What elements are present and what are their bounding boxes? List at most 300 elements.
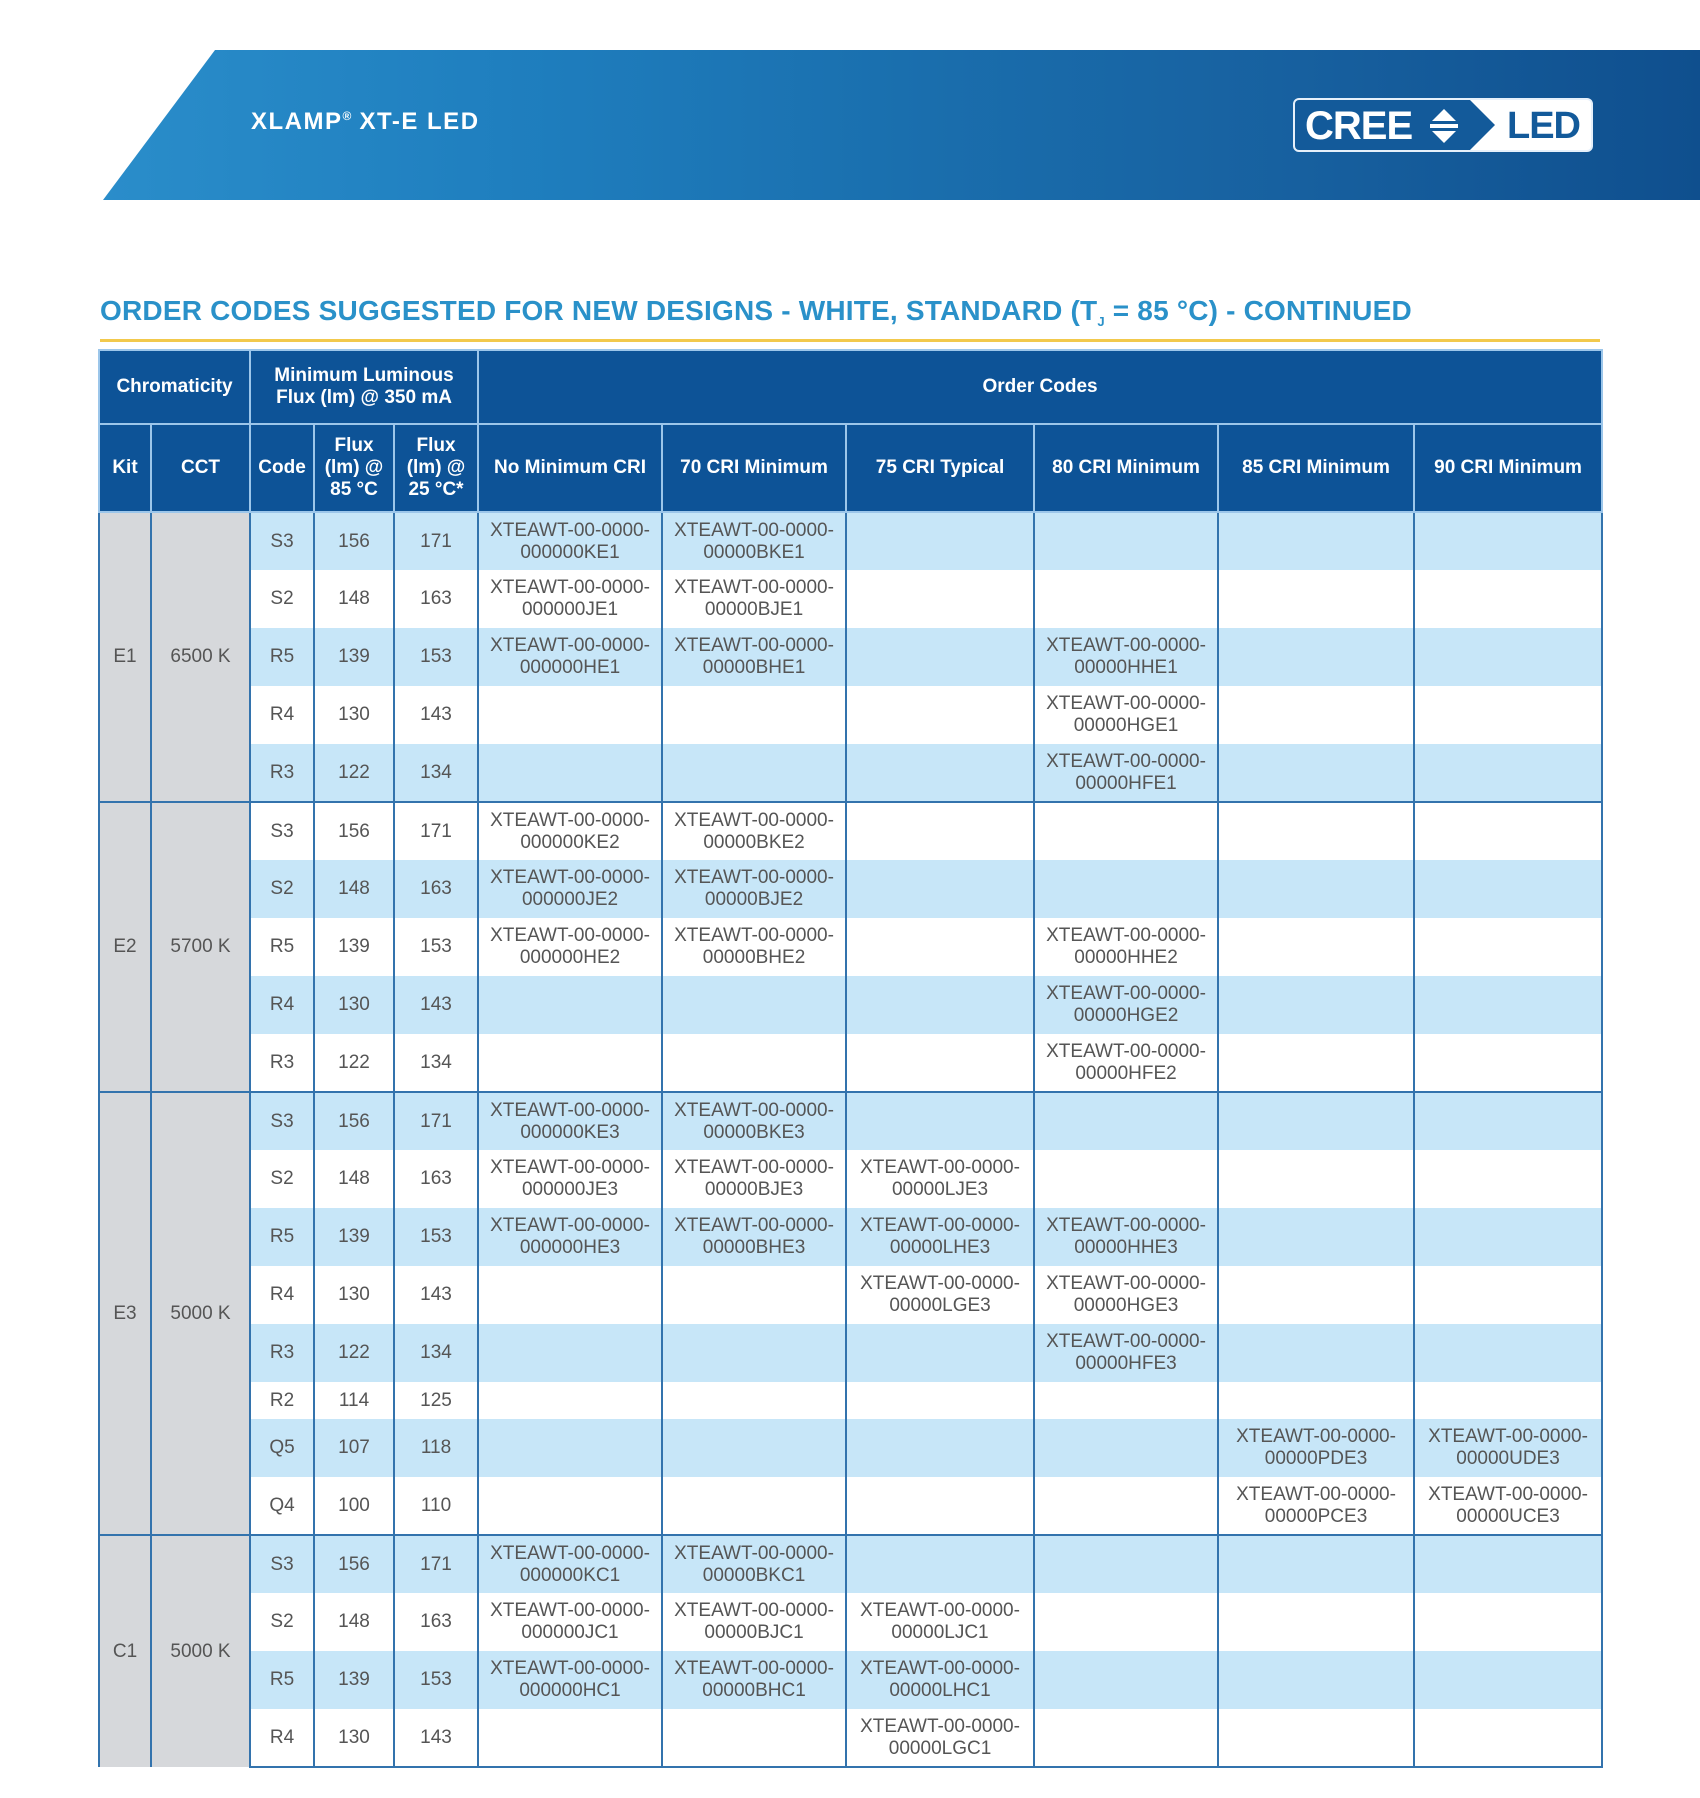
order-code-cell xyxy=(1218,686,1414,744)
flux-25c-cell: 163 xyxy=(394,570,478,628)
table-row xyxy=(99,1651,1602,1709)
column-header-code: Code xyxy=(250,424,314,512)
flux-code-cell: R4 xyxy=(250,686,314,744)
order-code-cell xyxy=(846,744,1034,802)
flux-code-cell: R4 xyxy=(250,1709,314,1767)
order-code-cell xyxy=(1218,1382,1414,1419)
order-code-prefix: XTEAWT-00-0000- xyxy=(1428,1483,1588,1505)
flux-85c-cell: 122 xyxy=(314,744,394,802)
logo-brand-text: CREE xyxy=(1305,104,1413,148)
order-code-cell xyxy=(478,1709,662,1767)
order-code-cell xyxy=(1414,1535,1602,1593)
order-code-cell xyxy=(1414,1208,1602,1266)
order-code-cell xyxy=(1414,1150,1602,1208)
kit-cell: C1 xyxy=(99,1535,151,1767)
order-code-prefix: XTEAWT-00-0000- xyxy=(490,925,650,946)
flux-85c-cell: 130 xyxy=(314,976,394,1034)
order-code-cell xyxy=(1414,512,1602,570)
order-code-suffix: 00000HFE2 xyxy=(1075,1062,1177,1084)
table-row xyxy=(99,512,1602,570)
order-code-suffix: 000000JE1 xyxy=(521,599,619,620)
order-code-prefix: XTEAWT-00-0000- xyxy=(674,809,834,831)
order-code-cell xyxy=(662,1477,846,1535)
order-code-cell xyxy=(1218,860,1414,918)
table-row xyxy=(99,1593,1602,1651)
order-code-cell xyxy=(662,1593,846,1651)
flux-85c-cell: 122 xyxy=(314,1324,394,1382)
table-row xyxy=(99,744,1602,802)
order-code-cell xyxy=(478,1477,662,1535)
flux-25c-cell: 171 xyxy=(394,802,478,860)
order-code-suffix: 00000BKC1 xyxy=(702,1564,806,1586)
order-code-cell xyxy=(1034,918,1218,976)
column-header-flux-25c: Flux (lm) @ 25 °C* xyxy=(394,424,478,512)
order-code-prefix: XTEAWT-00-0000- xyxy=(674,1215,834,1236)
order-code-cell xyxy=(1218,1208,1414,1266)
order-code-suffix: 000000KE2 xyxy=(520,831,620,853)
order-code-cell xyxy=(846,1419,1034,1477)
order-code-prefix: XTEAWT-00-0000- xyxy=(674,1542,834,1564)
cree-led-logo xyxy=(1293,98,1593,152)
flux-code-cell: S2 xyxy=(250,570,314,628)
order-code-cell xyxy=(1414,1382,1602,1419)
order-codes-table xyxy=(98,349,1603,1768)
order-code-cell xyxy=(1034,570,1218,628)
column-header-70-cri: 70 CRI Minimum xyxy=(662,424,846,512)
order-code-prefix: XTEAWT-00-0000- xyxy=(674,1157,834,1178)
order-code-cell xyxy=(1034,1593,1218,1651)
order-code-cell xyxy=(1218,744,1414,802)
table-row xyxy=(99,1382,1602,1419)
flux-code-cell: R5 xyxy=(250,1651,314,1709)
order-code-cell xyxy=(662,1034,846,1092)
table-row xyxy=(99,1324,1602,1382)
order-code-prefix: XTEAWT-00-0000- xyxy=(490,519,650,541)
flux-code-cell: R4 xyxy=(250,1266,314,1324)
order-code-cell xyxy=(662,1535,846,1593)
order-code-cell xyxy=(662,860,846,918)
cct-cell: 5000 K xyxy=(151,1535,250,1767)
order-code-cell xyxy=(478,1535,662,1593)
order-code-cell xyxy=(478,976,662,1034)
order-code-cell xyxy=(1218,1535,1414,1593)
table-body xyxy=(99,512,1602,1767)
order-code-suffix: 000000KE3 xyxy=(520,1121,620,1143)
flux-25c-cell: 143 xyxy=(394,976,478,1034)
order-code-cell xyxy=(1034,512,1218,570)
table-row xyxy=(99,1150,1602,1208)
order-code-cell xyxy=(662,1709,846,1767)
order-code-cell xyxy=(1218,1092,1414,1150)
order-code-cell xyxy=(478,1150,662,1208)
flux-25c-cell: 163 xyxy=(394,1593,478,1651)
order-code-cell xyxy=(662,918,846,976)
flux-code-cell: S3 xyxy=(250,802,314,860)
kit-cell: E1 xyxy=(99,512,151,802)
order-code-cell xyxy=(846,1382,1034,1419)
flux-85c-cell: 148 xyxy=(314,1593,394,1651)
flux-25c-cell: 171 xyxy=(394,512,478,570)
title-underline xyxy=(100,339,1600,342)
flux-85c-cell: 156 xyxy=(314,802,394,860)
order-code-cell xyxy=(1414,976,1602,1034)
order-code-suffix: 00000HHE1 xyxy=(1074,657,1178,678)
order-code-cell xyxy=(1218,1651,1414,1709)
order-code-prefix: XTEAWT-00-0000- xyxy=(1046,635,1206,656)
order-code-cell xyxy=(662,512,846,570)
table-row xyxy=(99,1208,1602,1266)
order-code-cell xyxy=(478,1593,662,1651)
order-code-cell xyxy=(1034,1382,1218,1419)
order-code-cell xyxy=(846,570,1034,628)
flux-85c-cell: 122 xyxy=(314,1034,394,1092)
flux-25c-cell: 171 xyxy=(394,1535,478,1593)
flux-25c-cell: 134 xyxy=(394,1324,478,1382)
order-code-prefix: XTEAWT-00-0000- xyxy=(1046,1040,1206,1062)
order-code-cell xyxy=(846,802,1034,860)
order-code-cell xyxy=(478,1324,662,1382)
order-code-cell xyxy=(846,686,1034,744)
cct-cell: 5700 K xyxy=(151,802,250,1092)
order-code-suffix: 00000PCE3 xyxy=(1264,1505,1368,1527)
order-code-suffix: 00000LGC1 xyxy=(888,1737,992,1759)
order-code-prefix: XTEAWT-00-0000- xyxy=(1046,1331,1206,1352)
order-code-cell xyxy=(1218,570,1414,628)
order-code-cell xyxy=(1414,802,1602,860)
column-header-flux-85c: Flux (lm) @ 85 °C xyxy=(314,424,394,512)
order-code-cell xyxy=(1218,1709,1414,1767)
header-min-flux: Minimum Luminous Flux (lm) @ 350 mA xyxy=(250,350,478,424)
order-code-suffix: 00000LHE3 xyxy=(889,1237,991,1258)
order-code-prefix: XTEAWT-00-0000- xyxy=(674,1658,834,1679)
flux-code-cell: R3 xyxy=(250,1324,314,1382)
order-code-prefix: XTEAWT-00-0000- xyxy=(860,1600,1020,1621)
kit-cell: E2 xyxy=(99,802,151,1092)
order-code-suffix: 00000BHE2 xyxy=(702,947,806,968)
order-code-cell xyxy=(478,1034,662,1092)
order-code-prefix: XTEAWT-00-0000- xyxy=(490,577,650,598)
order-code-cell xyxy=(1218,1034,1414,1092)
flux-code-cell: R5 xyxy=(250,628,314,686)
order-code-cell xyxy=(478,570,662,628)
order-code-cell xyxy=(662,686,846,744)
table-row xyxy=(99,1477,1602,1535)
flux-code-cell: S3 xyxy=(250,512,314,570)
flux-25c-cell: 110 xyxy=(394,1477,478,1535)
order-code-suffix: 00000BKE3 xyxy=(703,1121,805,1143)
flux-25c-cell: 125 xyxy=(394,1382,478,1419)
order-code-suffix: 000000HE1 xyxy=(519,657,621,678)
order-code-prefix: XTEAWT-00-0000- xyxy=(1046,1273,1206,1294)
flux-85c-cell: 107 xyxy=(314,1419,394,1477)
flux-code-cell: S3 xyxy=(250,1535,314,1593)
order-code-suffix: 00000BJE3 xyxy=(704,1179,804,1200)
order-code-cell xyxy=(1034,802,1218,860)
flux-code-cell: S2 xyxy=(250,860,314,918)
column-header-no-min-cri: No Minimum CRI xyxy=(478,424,662,512)
order-code-prefix: XTEAWT-00-0000- xyxy=(1236,1483,1396,1505)
order-code-prefix: XTEAWT-00-0000- xyxy=(674,519,834,541)
order-code-cell xyxy=(478,1419,662,1477)
flux-85c-cell: 139 xyxy=(314,918,394,976)
order-code-suffix: 000000HE2 xyxy=(519,947,621,968)
flux-25c-cell: 163 xyxy=(394,1150,478,1208)
order-code-cell xyxy=(662,570,846,628)
order-code-suffix: 00000HHE2 xyxy=(1074,947,1178,968)
order-code-cell xyxy=(478,860,662,918)
order-code-suffix: 00000HHE3 xyxy=(1074,1237,1178,1258)
order-code-suffix: 00000BHC1 xyxy=(702,1680,806,1701)
flux-code-cell: R3 xyxy=(250,744,314,802)
section-title: ORDER CODES SUGGESTED FOR NEW DESIGNS - WHITE, STANDARD ($T_J = 85$ °C) - CONTINUED xyxy=(100,295,1412,329)
flux-85c-cell: 130 xyxy=(314,1266,394,1324)
order-code-prefix: XTEAWT-00-0000- xyxy=(860,1273,1020,1294)
order-code-prefix: XTEAWT-00-0000- xyxy=(490,809,650,831)
order-code-cell xyxy=(846,976,1034,1034)
flux-85c-cell: 156 xyxy=(314,512,394,570)
flux-25c-cell: 143 xyxy=(394,686,478,744)
table-row xyxy=(99,802,1602,860)
order-code-cell xyxy=(662,1324,846,1382)
order-code-suffix: 00000HGE3 xyxy=(1073,1295,1179,1316)
order-code-cell xyxy=(846,1266,1034,1324)
order-code-suffix: 00000BJC1 xyxy=(704,1622,804,1643)
flux-85c-cell: 130 xyxy=(314,1709,394,1767)
order-code-suffix: 00000BJE1 xyxy=(704,599,804,620)
order-code-prefix: XTEAWT-00-0000- xyxy=(674,867,834,888)
order-code-suffix: 00000BHE1 xyxy=(702,657,806,678)
order-code-cell xyxy=(1034,976,1218,1034)
cree-arrows-icon xyxy=(1427,108,1461,144)
order-code-cell xyxy=(662,802,846,860)
flux-code-cell: S2 xyxy=(250,1150,314,1208)
column-header-cct: CCT xyxy=(151,424,250,512)
order-code-cell xyxy=(1034,686,1218,744)
flux-code-cell: R3 xyxy=(250,1034,314,1092)
order-code-cell xyxy=(1034,628,1218,686)
order-code-cell xyxy=(662,628,846,686)
flux-25c-cell: 163 xyxy=(394,860,478,918)
order-code-prefix: XTEAWT-00-0000- xyxy=(674,577,834,598)
order-code-cell xyxy=(478,918,662,976)
order-code-cell xyxy=(1218,1150,1414,1208)
order-code-cell xyxy=(1034,1208,1218,1266)
order-code-cell xyxy=(662,1208,846,1266)
product-title: XLAMP® XT-E LED xyxy=(251,108,480,135)
order-code-cell xyxy=(1414,628,1602,686)
order-code-prefix: XTEAWT-00-0000- xyxy=(674,1099,834,1121)
order-code-prefix: XTEAWT-00-0000- xyxy=(1428,1426,1588,1447)
table-row xyxy=(99,1034,1602,1092)
order-code-prefix: XTEAWT-00-0000- xyxy=(860,1715,1020,1737)
column-header-75-cri: 75 CRI Typical xyxy=(846,424,1034,512)
order-code-suffix: 00000BHE3 xyxy=(702,1237,806,1258)
order-code-cell xyxy=(1414,1266,1602,1324)
order-code-cell xyxy=(846,1150,1034,1208)
order-code-cell xyxy=(1414,744,1602,802)
flux-code-cell: S2 xyxy=(250,1593,314,1651)
registered-mark: ® xyxy=(342,109,352,123)
table-row xyxy=(99,860,1602,918)
flux-85c-cell: 148 xyxy=(314,1150,394,1208)
flux-85c-cell: 148 xyxy=(314,570,394,628)
order-code-cell xyxy=(662,744,846,802)
flux-25c-cell: 153 xyxy=(394,1208,478,1266)
order-code-suffix: 000000JE2 xyxy=(521,889,619,910)
order-code-cell xyxy=(662,976,846,1034)
order-code-suffix: 00000BJE2 xyxy=(704,889,804,910)
order-code-cell xyxy=(1034,1324,1218,1382)
order-code-prefix: XTEAWT-00-0000- xyxy=(860,1658,1020,1679)
order-code-cell xyxy=(662,1419,846,1477)
flux-25c-cell: 153 xyxy=(394,628,478,686)
table-row xyxy=(99,1266,1602,1324)
flux-85c-cell: 139 xyxy=(314,628,394,686)
order-code-prefix: XTEAWT-00-0000- xyxy=(490,1099,650,1121)
table-row xyxy=(99,570,1602,628)
table-row xyxy=(99,628,1602,686)
table-row xyxy=(99,686,1602,744)
flux-25c-cell: 134 xyxy=(394,744,478,802)
order-code-cell xyxy=(1414,1324,1602,1382)
order-code-suffix: 00000LGE3 xyxy=(889,1295,991,1316)
order-code-prefix: XTEAWT-00-0000- xyxy=(490,1542,650,1564)
table-row xyxy=(99,1709,1602,1767)
flux-code-cell: R2 xyxy=(250,1382,314,1419)
order-code-cell xyxy=(1414,1034,1602,1092)
order-code-cell xyxy=(1414,1651,1602,1709)
order-code-cell xyxy=(1034,1150,1218,1208)
order-code-cell xyxy=(1414,1092,1602,1150)
order-code-cell xyxy=(478,1208,662,1266)
order-code-cell xyxy=(1218,628,1414,686)
order-code-suffix: 000000JE3 xyxy=(521,1179,619,1200)
order-code-suffix: 00000UCE3 xyxy=(1456,1505,1560,1527)
order-code-prefix: XTEAWT-00-0000- xyxy=(490,1600,650,1621)
flux-25c-cell: 134 xyxy=(394,1034,478,1092)
order-code-cell xyxy=(846,1651,1034,1709)
order-code-prefix: XTEAWT-00-0000- xyxy=(490,1215,650,1236)
order-code-prefix: XTEAWT-00-0000- xyxy=(674,1600,834,1621)
flux-85c-cell: 100 xyxy=(314,1477,394,1535)
order-code-cell xyxy=(1218,802,1414,860)
column-header-kit: Kit xyxy=(99,424,151,512)
order-code-suffix: 00000HFE1 xyxy=(1075,772,1177,794)
order-code-prefix: XTEAWT-00-0000- xyxy=(490,867,650,888)
order-code-suffix: 00000BKE2 xyxy=(703,831,805,853)
order-code-cell xyxy=(662,1382,846,1419)
order-code-cell xyxy=(846,1593,1034,1651)
order-code-cell xyxy=(846,1709,1034,1767)
flux-85c-cell: 156 xyxy=(314,1535,394,1593)
order-code-cell xyxy=(846,918,1034,976)
order-code-suffix: 000000KE1 xyxy=(520,541,620,563)
order-code-cell xyxy=(1034,1709,1218,1767)
order-code-prefix: XTEAWT-00-0000- xyxy=(1046,983,1206,1004)
order-code-cell xyxy=(1414,686,1602,744)
order-code-cell xyxy=(662,1651,846,1709)
flux-code-cell: R4 xyxy=(250,976,314,1034)
order-code-cell xyxy=(1414,1593,1602,1651)
order-code-cell xyxy=(478,802,662,860)
order-code-cell xyxy=(846,1324,1034,1382)
order-code-cell xyxy=(662,1266,846,1324)
header-chromaticity: Chromaticity xyxy=(99,350,250,424)
order-code-suffix: 00000HGE2 xyxy=(1073,1005,1179,1026)
order-code-cell xyxy=(1218,512,1414,570)
order-code-prefix: XTEAWT-00-0000- xyxy=(1046,1215,1206,1236)
order-code-cell xyxy=(846,1208,1034,1266)
flux-25c-cell: 153 xyxy=(394,918,478,976)
cct-cell: 5000 K xyxy=(151,1092,250,1535)
cct-cell: 6500 K xyxy=(151,512,250,802)
table-row xyxy=(99,1535,1602,1593)
order-code-cell xyxy=(478,686,662,744)
order-code-cell xyxy=(1414,1419,1602,1477)
order-code-suffix: 000000JC1 xyxy=(521,1622,619,1643)
flux-25c-cell: 143 xyxy=(394,1709,478,1767)
order-code-prefix: XTEAWT-00-0000- xyxy=(674,635,834,656)
order-code-suffix: 00000LJE3 xyxy=(891,1179,989,1200)
order-code-prefix: XTEAWT-00-0000- xyxy=(860,1215,1020,1236)
flux-85c-cell: 114 xyxy=(314,1382,394,1419)
order-code-cell xyxy=(662,1092,846,1150)
order-code-suffix: 00000PDE3 xyxy=(1264,1448,1368,1469)
order-code-cell xyxy=(846,512,1034,570)
flux-85c-cell: 139 xyxy=(314,1651,394,1709)
flux-code-cell: R5 xyxy=(250,918,314,976)
order-code-prefix: XTEAWT-00-0000- xyxy=(674,925,834,946)
flux-25c-cell: 171 xyxy=(394,1092,478,1150)
table-row xyxy=(99,1092,1602,1150)
order-code-cell xyxy=(1034,1092,1218,1150)
flux-85c-cell: 139 xyxy=(314,1208,394,1266)
order-code-cell xyxy=(478,744,662,802)
order-code-suffix: 00000BKE1 xyxy=(703,541,805,563)
order-code-prefix: XTEAWT-00-0000- xyxy=(1046,925,1206,946)
order-code-cell xyxy=(1218,976,1414,1034)
order-code-cell xyxy=(1414,1709,1602,1767)
flux-code-cell: Q5 xyxy=(250,1419,314,1477)
order-code-cell xyxy=(1218,1266,1414,1324)
column-header-80-cri: 80 CRI Minimum xyxy=(1034,424,1218,512)
order-code-cell xyxy=(1034,1535,1218,1593)
order-code-prefix: XTEAWT-00-0000- xyxy=(860,1157,1020,1178)
flux-code-cell: Q4 xyxy=(250,1477,314,1535)
order-code-cell xyxy=(1218,1477,1414,1535)
order-code-cell xyxy=(1034,1419,1218,1477)
flux-85c-cell: 156 xyxy=(314,1092,394,1150)
flux-85c-cell: 130 xyxy=(314,686,394,744)
order-code-cell xyxy=(1218,1593,1414,1651)
order-code-cell xyxy=(846,1092,1034,1150)
order-code-prefix: XTEAWT-00-0000- xyxy=(1046,750,1206,772)
order-code-suffix: 00000HGE1 xyxy=(1073,715,1179,736)
flux-25c-cell: 143 xyxy=(394,1266,478,1324)
order-code-cell xyxy=(1034,1266,1218,1324)
table-row xyxy=(99,976,1602,1034)
order-code-cell xyxy=(846,1034,1034,1092)
column-header-90-cri: 90 CRI Minimum xyxy=(1414,424,1602,512)
flux-code-cell: S3 xyxy=(250,1092,314,1150)
table-row xyxy=(99,918,1602,976)
order-code-cell xyxy=(478,1382,662,1419)
order-code-suffix: 00000LHC1 xyxy=(889,1680,991,1701)
order-code-cell xyxy=(846,1535,1034,1593)
order-code-suffix: 000000HC1 xyxy=(519,1680,621,1701)
order-code-cell xyxy=(1414,570,1602,628)
order-code-cell xyxy=(1218,1324,1414,1382)
